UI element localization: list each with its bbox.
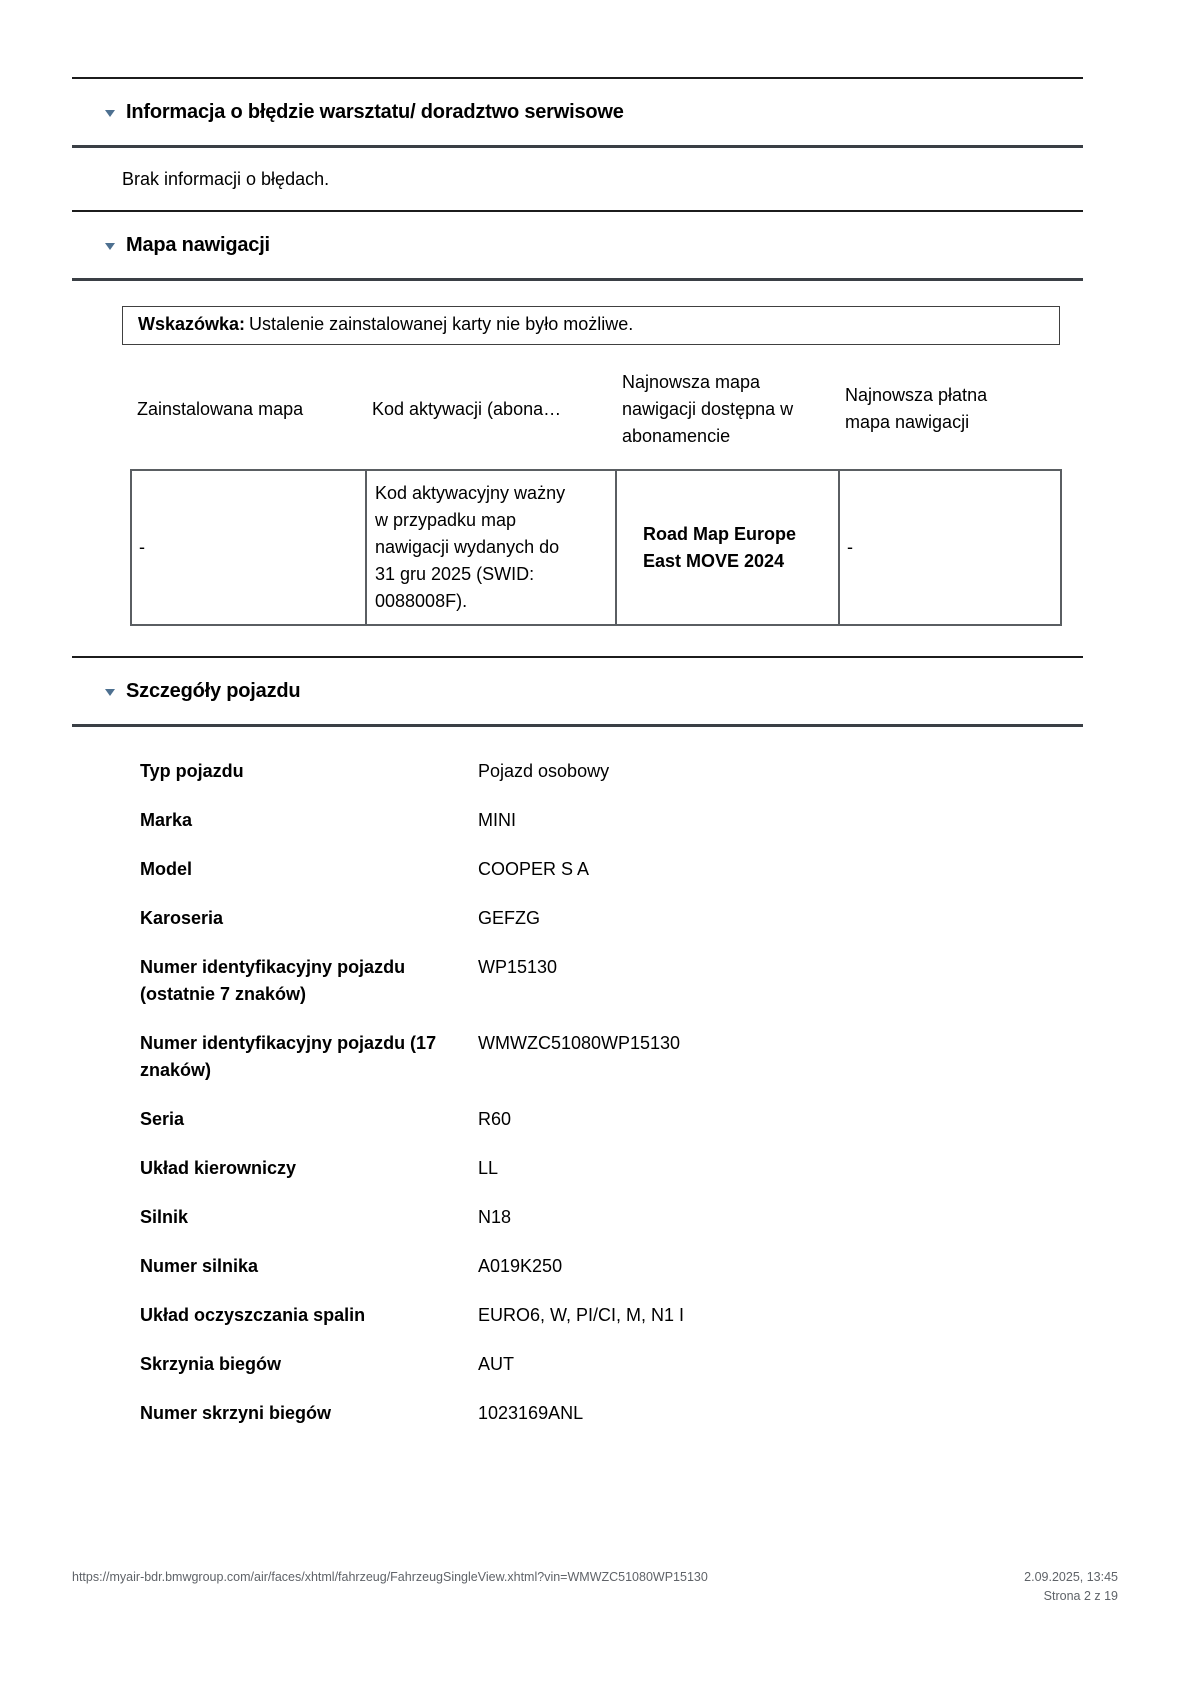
- detail-label: Numer identyfikacyjny pojazdu (17 znaków): [140, 1033, 437, 1080]
- detail-value: WMWZC51080WP15130: [478, 1033, 681, 1053]
- cell-latest-subscription-map: Road Map Europe East MOVE 2024: [615, 471, 838, 624]
- detail-value: EURO6, W, PI/CI, M, N1 I: [478, 1305, 685, 1325]
- section-navmap-header: [72, 212, 1083, 278]
- detail-label: Skrzynia biegów: [140, 1354, 282, 1374]
- navmap-table-header: [130, 361, 1062, 457]
- cell-installed-map: -: [139, 537, 145, 557]
- collapse-triangle-icon: [105, 243, 115, 250]
- section-title-vehicle: Szczegóły pojazdu: [126, 679, 301, 702]
- detail-row-engine: [72, 1193, 1083, 1242]
- detail-row-exhaust: [72, 1291, 1083, 1340]
- hint-label: Wskazówka:: [138, 314, 246, 334]
- section-title-navmap: Mapa nawigacji: [126, 233, 270, 256]
- footer-page-number: Strona 2 z 19: [1043, 1589, 1118, 1603]
- detail-label: Seria: [140, 1109, 185, 1129]
- detail-label: Numer identyfikacyjny pojazdu (ostatnie 7 znaków): [140, 957, 406, 1004]
- detail-value: MINI: [478, 810, 516, 830]
- detail-label: Układ kierowniczy: [140, 1158, 297, 1178]
- detail-value: Pojazd osobowy: [478, 761, 610, 781]
- section-workshop-header: [72, 79, 1083, 145]
- footer-datetime: 2.09.2025, 13:45: [1024, 1570, 1118, 1584]
- page-content: [72, 0, 1083, 1438]
- column-header-latest-paid-map: Najnowsza płatna mapa nawigacji: [845, 385, 988, 432]
- detail-value: N18: [478, 1207, 512, 1227]
- detail-value: LL: [478, 1158, 499, 1178]
- detail-row-vin7: [72, 943, 1083, 1019]
- detail-value: A019K250: [478, 1256, 563, 1276]
- column-header-activation-code: Kod aktywacji (abona…: [372, 398, 562, 419]
- section-vehicle-header: [72, 658, 1083, 724]
- navmap-table-row: [130, 469, 1062, 626]
- section-title-workshop: Informacja o błędzie warsztatu/ doradztwo serwisowe: [126, 100, 624, 123]
- collapse-triangle-icon: [105, 689, 115, 696]
- column-header-latest-subscription-map: Najnowsza mapa nawigacji dostępna w abonamencie: [622, 371, 794, 446]
- column-header-installed-map: Zainstalowana mapa: [137, 398, 304, 419]
- detail-value: WP15130: [478, 957, 558, 977]
- detail-value: AUT: [478, 1354, 514, 1374]
- detail-label: Układ oczyszczania spalin: [140, 1305, 366, 1325]
- detail-label: Model: [140, 859, 192, 879]
- footer-url: https://myair-bdr.bmwgroup.com/air/faces/xhtml/fahrzeug/FahrzeugSingleView.xhtml?vin=WMWZC51080WP15130: [72, 1570, 708, 1584]
- detail-label: Marka: [140, 810, 193, 830]
- detail-label: Typ pojazdu: [140, 761, 244, 781]
- detail-label: Karoseria: [140, 908, 224, 928]
- detail-value: 1023169ANL: [478, 1403, 584, 1423]
- detail-value: COOPER S A: [478, 859, 590, 879]
- detail-row-brand: [72, 796, 1083, 845]
- section-divider: [72, 278, 1083, 281]
- detail-row-steering: [72, 1144, 1083, 1193]
- detail-label: Silnik: [140, 1207, 189, 1227]
- page-footer: [72, 1568, 1118, 1606]
- section-divider: [72, 724, 1083, 727]
- detail-row-vin17: [72, 1019, 1083, 1095]
- navmap-table: [130, 361, 1062, 626]
- workshop-status-text: Brak informacji o błędach.: [122, 169, 330, 189]
- detail-row-gearbox-number: [72, 1389, 1083, 1438]
- detail-label: Numer skrzyni biegów: [140, 1403, 332, 1423]
- hint-text: Ustalenie zainstalowanej karty nie było możliwe.: [249, 314, 634, 334]
- detail-row-model: [72, 845, 1083, 894]
- footer-meta: [1024, 1568, 1118, 1606]
- cell-activation-code: Kod aktywacyjny ważny w przypadku map nawigacji wydanych do 31 gru 2025 (SWID: 0088008F).: [365, 471, 615, 624]
- detail-label: Numer silnika: [140, 1256, 259, 1276]
- detail-value: GEFZG: [478, 908, 540, 928]
- detail-value: R60: [478, 1109, 512, 1129]
- vehicle-details-list: [72, 747, 1083, 1438]
- detail-row-series: [72, 1095, 1083, 1144]
- detail-row-vehicle-type: [72, 747, 1083, 796]
- collapse-triangle-icon: [105, 110, 115, 117]
- detail-row-body: [72, 894, 1083, 943]
- detail-row-engine-number: [72, 1242, 1083, 1291]
- cell-latest-paid-map: -: [838, 471, 1060, 624]
- detail-row-gearbox: [72, 1340, 1083, 1389]
- hint-box: [122, 306, 1060, 345]
